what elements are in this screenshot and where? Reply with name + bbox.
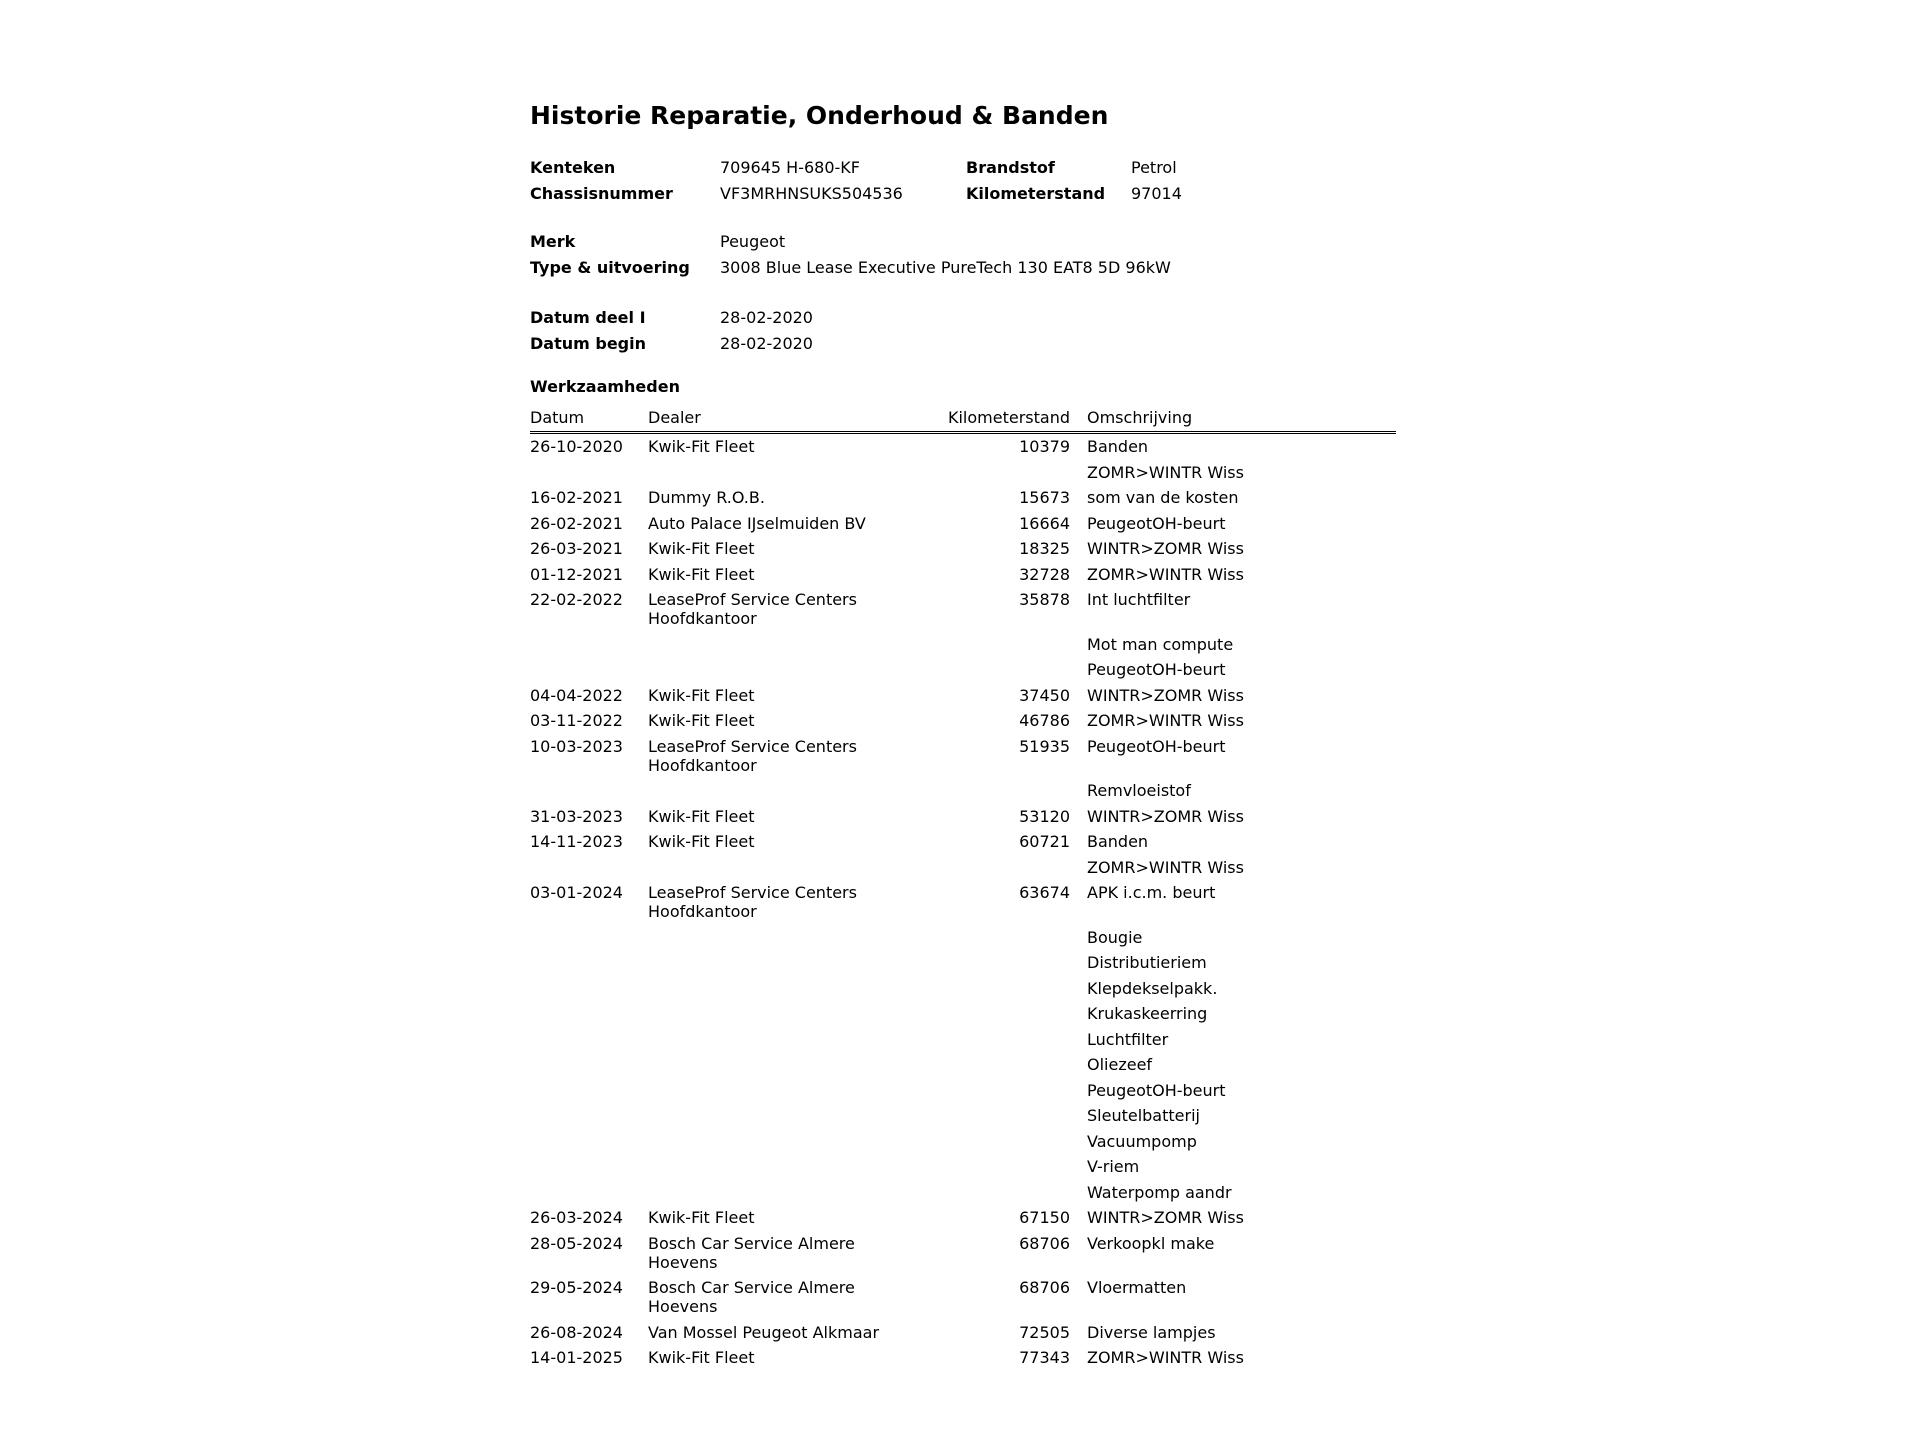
cell-dealer <box>648 1183 928 1202</box>
cell-datum: 01-12-2021 <box>530 564 623 584</box>
cell-datum: 14-01-2025 <box>530 1348 623 1367</box>
merk-value: Peugeot <box>720 232 786 251</box>
cell-omschrijving: Bougie <box>1087 927 1143 947</box>
cell-omschrijving: ZOMR>WINTR Wiss <box>1087 462 1244 482</box>
cell-datum: 29-05-2024 <box>530 1278 623 1297</box>
cell-omschrijving: WINTR>ZOMR Wiss <box>1087 806 1244 826</box>
cell-omschrijving: ZOMR>WINTR Wiss <box>1087 564 1244 584</box>
cell-datum: 03-11-2022 <box>530 711 623 730</box>
table-row <box>530 463 1396 482</box>
cell-kilometerstand: 15673 <box>1019 488 1070 507</box>
cell-datum: 26-03-2024 <box>530 1208 623 1227</box>
info-row-chassis-kilometerstand <box>530 181 1396 207</box>
cell-kilometerstand <box>928 1004 1070 1023</box>
cell-datum: 22-02-2022 <box>530 590 623 609</box>
cell-kilometerstand: 46786 <box>1019 711 1070 730</box>
cell-dealer: Auto Palace IJselmuiden BV <box>648 513 866 533</box>
cell-dealer: Kwik-Fit Fleet <box>648 806 755 826</box>
table-body <box>530 437 1396 1374</box>
cell-omschrijving: WINTR>ZOMR Wiss <box>1087 1208 1244 1227</box>
cell-kilometerstand <box>928 953 1070 972</box>
cell-kilometerstand <box>928 1132 1070 1151</box>
cell-omschrijving: Banden <box>1087 832 1149 851</box>
cell-dealer <box>648 1004 928 1023</box>
cell-omschrijving: ZOMR>WINTR Wiss <box>1087 711 1244 730</box>
table-row <box>530 1157 1396 1176</box>
cell-dealer <box>648 635 928 654</box>
cell-datum: 03-01-2024 <box>530 883 623 902</box>
cell-datum <box>530 660 648 679</box>
cell-kilometerstand: 68706 <box>1019 1233 1070 1253</box>
cell-omschrijving: PeugeotOH-beurt <box>1087 1080 1226 1100</box>
table-row <box>530 635 1396 654</box>
type-value: 3008 Blue Lease Executive PureTech 130 EAT8 5D 96kW <box>720 258 1171 277</box>
info-row-type <box>530 255 1396 281</box>
cell-kilometerstand <box>928 928 1070 947</box>
cell-dealer <box>648 660 928 679</box>
datum-deel-label: Datum deel I <box>530 308 646 327</box>
table-header-omschrijving: Omschrijving <box>1087 408 1193 427</box>
cell-dealer: LeaseProf Service Centers Hoofdkantoor <box>648 883 857 921</box>
info-row-kenteken-brandstof <box>530 155 1396 181</box>
cell-dealer: Kwik-Fit Fleet <box>648 564 755 584</box>
cell-omschrijving: APK i.c.m. beurt <box>1087 883 1216 902</box>
cell-datum: 26-03-2021 <box>530 539 623 558</box>
cell-kilometerstand <box>928 1106 1070 1125</box>
cell-omschrijving: Luchtfilter <box>1087 1029 1169 1049</box>
cell-datum: 28-05-2024 <box>530 1233 623 1253</box>
cell-kilometerstand <box>928 1157 1070 1176</box>
table-row <box>530 590 1396 628</box>
cell-datum <box>530 1183 648 1202</box>
table-row <box>530 832 1396 851</box>
table-row <box>530 437 1396 456</box>
cell-kilometerstand: 51935 <box>1019 736 1070 756</box>
page-title: Historie Reparatie, Onderhoud & Banden <box>530 101 1109 130</box>
cell-dealer: Kwik-Fit Fleet <box>648 539 755 558</box>
table-row <box>530 1278 1396 1316</box>
cell-omschrijving: Waterpomp aandr <box>1087 1182 1232 1202</box>
cell-dealer: Kwik-Fit Fleet <box>648 685 755 705</box>
table-row <box>530 1234 1396 1272</box>
cell-datum <box>530 1081 648 1100</box>
cell-datum <box>530 1004 648 1023</box>
cell-kilometerstand: 18325 <box>1019 539 1070 558</box>
table-row <box>530 711 1396 730</box>
table-row <box>530 1323 1396 1342</box>
cell-dealer: Kwik-Fit Fleet <box>648 711 755 730</box>
cell-datum <box>530 463 648 482</box>
cell-datum: 31-03-2023 <box>530 806 623 826</box>
cell-dealer: Kwik-Fit Fleet <box>648 1348 755 1367</box>
cell-kilometerstand: 68706 <box>1019 1278 1070 1297</box>
datum-deel-value: 28-02-2020 <box>720 308 813 327</box>
cell-omschrijving: Distributieriem <box>1087 953 1207 972</box>
cell-dealer <box>648 781 928 800</box>
cell-kilometerstand <box>928 1183 1070 1202</box>
kilometerstand-value: 97014 <box>1131 184 1182 203</box>
table-row <box>530 858 1396 877</box>
cell-dealer <box>648 858 928 877</box>
cell-dealer: Dummy R.O.B. <box>648 488 765 507</box>
cell-dealer: Kwik-Fit Fleet <box>648 832 755 851</box>
cell-datum <box>530 1030 648 1049</box>
cell-kilometerstand: 16664 <box>1019 513 1070 533</box>
cell-dealer: LeaseProf Service Centers Hoofdkantoor <box>648 736 857 775</box>
cell-omschrijving: WINTR>ZOMR Wiss <box>1087 685 1244 705</box>
cell-kilometerstand: 37450 <box>1019 685 1070 705</box>
type-label: Type & uitvoering <box>530 258 690 277</box>
cell-datum <box>530 635 648 654</box>
info-row-datum-deel <box>530 305 1396 331</box>
table-row <box>530 781 1396 800</box>
table-header-kilometerstand: Kilometerstand <box>947 408 1070 427</box>
cell-omschrijving: Krukaskeerring <box>1087 1004 1208 1023</box>
cell-datum <box>530 1055 648 1074</box>
cell-datum: 26-08-2024 <box>530 1322 623 1342</box>
table-row <box>530 1208 1396 1227</box>
cell-kilometerstand: 63674 <box>1019 883 1070 902</box>
cell-kilometerstand <box>928 660 1070 679</box>
table-row <box>530 1081 1396 1100</box>
datum-begin-label: Datum begin <box>530 334 646 353</box>
info-row-merk <box>530 229 1396 255</box>
cell-dealer: LeaseProf Service Centers Hoofdkantoor <box>648 590 857 628</box>
cell-dealer: Van Mossel Peugeot Alkmaar <box>648 1322 880 1342</box>
cell-dealer: Kwik-Fit Fleet <box>648 1208 755 1227</box>
cell-kilometerstand <box>928 1055 1070 1074</box>
chassisnummer-label: Chassisnummer <box>530 184 673 203</box>
cell-omschrijving: V-riem <box>1087 1157 1140 1176</box>
cell-dealer <box>648 1055 928 1074</box>
cell-kilometerstand <box>928 463 1070 482</box>
chassisnummer-value: VF3MRHNSUKS504536 <box>720 184 903 203</box>
cell-datum <box>530 1132 648 1151</box>
dates-section <box>530 305 1396 357</box>
cell-omschrijving: Diverse lampjes <box>1087 1322 1216 1342</box>
cell-dealer: Bosch Car Service Almere Hoevens <box>648 1278 855 1316</box>
table-row <box>530 1055 1396 1074</box>
cell-omschrijving: Sleutelbatterij <box>1087 1106 1200 1125</box>
cell-omschrijving: som van de kosten <box>1087 488 1239 507</box>
table-row <box>530 979 1396 998</box>
cell-kilometerstand: 35878 <box>1019 590 1070 609</box>
table-row <box>530 807 1396 826</box>
cell-dealer: Bosch Car Service Almere Hoevens <box>648 1233 855 1272</box>
cell-kilometerstand: 60721 <box>1019 832 1070 851</box>
cell-dealer <box>648 928 928 947</box>
cell-omschrijving: Verkoopkl make <box>1087 1233 1215 1253</box>
cell-datum <box>530 858 648 877</box>
cell-omschrijving: Oliezeef <box>1087 1055 1153 1074</box>
table-row <box>530 1004 1396 1023</box>
table-row <box>530 953 1396 972</box>
cell-kilometerstand: 10379 <box>1019 437 1070 456</box>
cell-datum <box>530 1106 648 1125</box>
table-row <box>530 488 1396 507</box>
cell-kilometerstand: 72505 <box>1019 1322 1070 1342</box>
cell-omschrijving: Vacuumpomp <box>1087 1131 1197 1151</box>
cell-omschrijving: PeugeotOH-beurt <box>1087 513 1226 533</box>
cell-datum <box>530 928 648 947</box>
vehicle-id-section <box>530 155 1396 207</box>
cell-dealer <box>648 979 928 998</box>
cell-kilometerstand <box>928 858 1070 877</box>
cell-kilometerstand <box>928 979 1070 998</box>
cell-omschrijving: PeugeotOH-beurt <box>1087 736 1226 756</box>
info-row-datum-begin <box>530 331 1396 357</box>
table-header-datum: Datum <box>530 408 585 427</box>
table-row <box>530 1183 1396 1202</box>
brandstof-value: Petrol <box>1131 158 1177 177</box>
cell-omschrijving: Remvloeistof <box>1087 781 1191 800</box>
cell-datum: 14-11-2023 <box>530 832 623 851</box>
cell-datum <box>530 1157 648 1176</box>
table-row <box>530 1106 1396 1125</box>
brand-section <box>530 229 1396 281</box>
cell-omschrijving: Banden <box>1087 437 1149 456</box>
cell-omschrijving: Int luchtfilter <box>1087 590 1191 609</box>
cell-omschrijving: Vloermatten <box>1087 1278 1187 1297</box>
cell-datum <box>530 781 648 800</box>
table-row <box>530 514 1396 533</box>
cell-dealer <box>648 1030 928 1049</box>
table-row <box>530 1132 1396 1151</box>
cell-datum: 26-10-2020 <box>530 437 623 456</box>
cell-kilometerstand <box>928 635 1070 654</box>
cell-omschrijving: WINTR>ZOMR Wiss <box>1087 539 1244 558</box>
cell-datum: 16-02-2021 <box>530 488 623 507</box>
cell-dealer <box>648 953 928 972</box>
merk-label: Merk <box>530 232 576 251</box>
table-row <box>530 1348 1396 1367</box>
cell-kilometerstand <box>928 1081 1070 1100</box>
table-row <box>530 539 1396 558</box>
table-row <box>530 883 1396 921</box>
cell-dealer <box>648 1157 928 1176</box>
cell-datum: 10-03-2023 <box>530 736 623 756</box>
table-header-row <box>530 408 1396 434</box>
cell-omschrijving: Klepdekselpakk. <box>1087 978 1218 998</box>
cell-kilometerstand: 67150 <box>1019 1208 1070 1227</box>
cell-kilometerstand <box>928 1030 1070 1049</box>
datum-begin-value: 28-02-2020 <box>720 334 813 353</box>
kenteken-value: 709645 H-680-KF <box>720 158 860 177</box>
cell-datum: 26-02-2021 <box>530 513 623 533</box>
cell-omschrijving: PeugeotOH-beurt <box>1087 660 1226 679</box>
table-header-dealer: Dealer <box>648 408 701 427</box>
brandstof-label: Brandstof <box>966 158 1055 177</box>
cell-dealer <box>648 463 928 482</box>
cell-kilometerstand: 32728 <box>1019 564 1070 584</box>
cell-omschrijving: ZOMR>WINTR Wiss <box>1087 857 1244 877</box>
table-row <box>530 565 1396 584</box>
table-row <box>530 737 1396 775</box>
cell-datum <box>530 979 648 998</box>
werkzaamheden-heading: Werkzaamheden <box>530 377 680 396</box>
cell-datum <box>530 953 648 972</box>
cell-dealer: Kwik-Fit Fleet <box>648 437 755 456</box>
cell-dealer <box>648 1106 928 1125</box>
cell-dealer <box>648 1081 928 1100</box>
table-row <box>530 1030 1396 1049</box>
cell-omschrijving: ZOMR>WINTR Wiss <box>1087 1348 1244 1367</box>
cell-kilometerstand: 77343 <box>1019 1348 1070 1367</box>
cell-dealer <box>648 1132 928 1151</box>
cell-datum: 04-04-2022 <box>530 685 623 705</box>
kilometerstand-label: Kilometerstand <box>966 184 1106 203</box>
table-row <box>530 660 1396 679</box>
cell-kilometerstand: 53120 <box>1019 806 1070 826</box>
kenteken-label: Kenteken <box>530 158 616 177</box>
cell-omschrijving: Mot man compute <box>1087 634 1234 654</box>
cell-kilometerstand <box>928 781 1070 800</box>
table-row <box>530 928 1396 947</box>
table-row <box>530 686 1396 705</box>
